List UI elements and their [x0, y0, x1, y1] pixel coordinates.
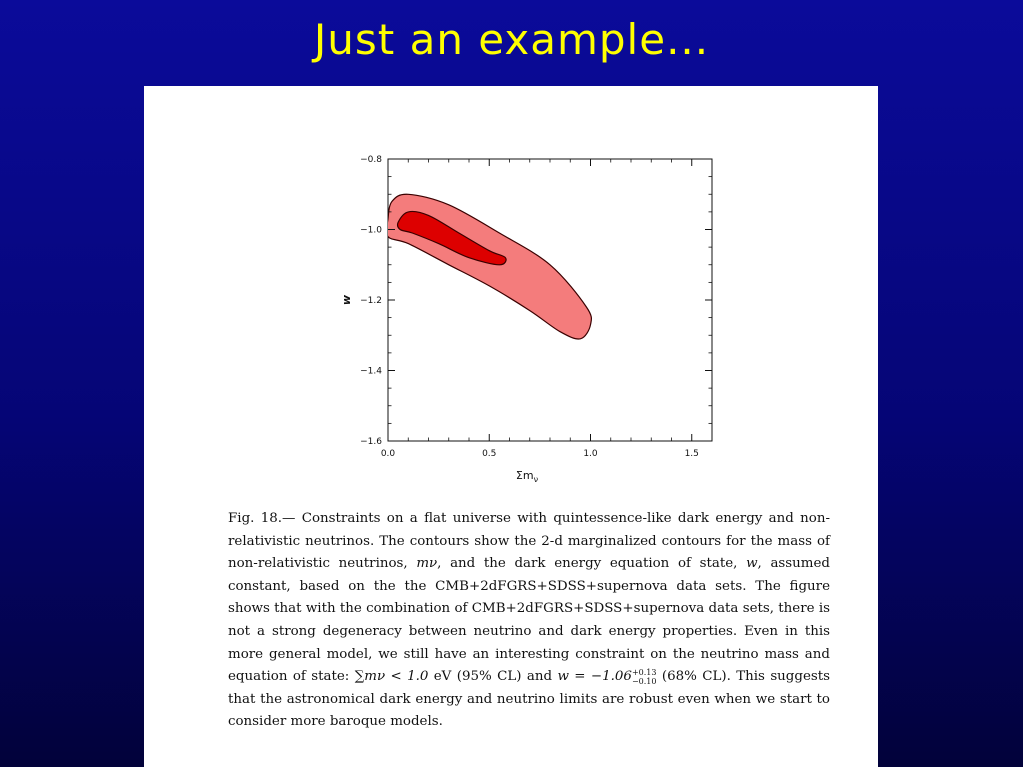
contours — [386, 194, 591, 339]
y-axis-label: w — [340, 294, 353, 306]
caption-m-nu: mν — [416, 556, 438, 572]
caption-sum-constraint: ∑mν < 1.0 — [354, 669, 429, 685]
x-tick-label-3: 1.5 — [684, 449, 699, 459]
y-tick-label-1: −1.0 — [360, 225, 382, 236]
caption-fig-label: Fig. 18. — [228, 511, 283, 526]
caption-text-1: Constraints on a flat universe with quintessence-like dark energy and non-relativistic neutrinos. The contours show the 2-d marginalized contours for the mass of non-relativistic neutrinos, — [228, 511, 830, 572]
slide-title: Just an example... — [313, 15, 710, 64]
x-axis-label — [516, 469, 539, 484]
y-tick-label-4: −1.6 — [360, 437, 382, 447]
contour-figure — [144, 86, 878, 506]
caption-w-err-minus: −0.10 — [631, 676, 657, 686]
x-axis-label-sub: ν — [533, 475, 539, 484]
figure-caption — [228, 508, 830, 734]
x-tick-label-2: 1.0 — [583, 449, 598, 459]
y-tick-label-0: −0.8 — [360, 155, 382, 165]
caption-text-3: , assumed constant, based on the the CMB+2dFGRS+SDSS+supernova data sets. The figure shows that with the combination of CMB+2dFGRS+SDSS+supernova data sets, there is not a strong degeneracy between neutrino and dark energy properties. Even in this more general model, we still have an interesting constraint on the neutrino mass and equation of state: — [228, 556, 830, 685]
caption-w: w — [746, 556, 758, 572]
caption-w-errors — [632, 668, 657, 686]
caption-dash: — — [282, 511, 296, 526]
caption-text-4: eV (95% CL) and — [428, 669, 558, 685]
paper-page — [144, 86, 878, 767]
caption-w-constraint: w = −1.06 — [557, 669, 632, 685]
caption-w-err-plus: +0.13 — [631, 667, 657, 677]
caption-text-5: (68% CL). This suggests that the astronomical dark energy and neutrino limits are robust even when we start to consider more baroque models. — [228, 669, 831, 730]
x-axis-label-main: Σm — [515, 469, 534, 482]
y-tick-label-2: −1.2 — [360, 296, 382, 306]
caption-text-2: , and the dark energy equation of state, — [437, 556, 747, 572]
y-tick-label-3: −1.4 — [360, 366, 382, 377]
x-tick-label-1: 0.5 — [482, 449, 497, 459]
x-tick-label-0: 0.0 — [380, 449, 396, 459]
